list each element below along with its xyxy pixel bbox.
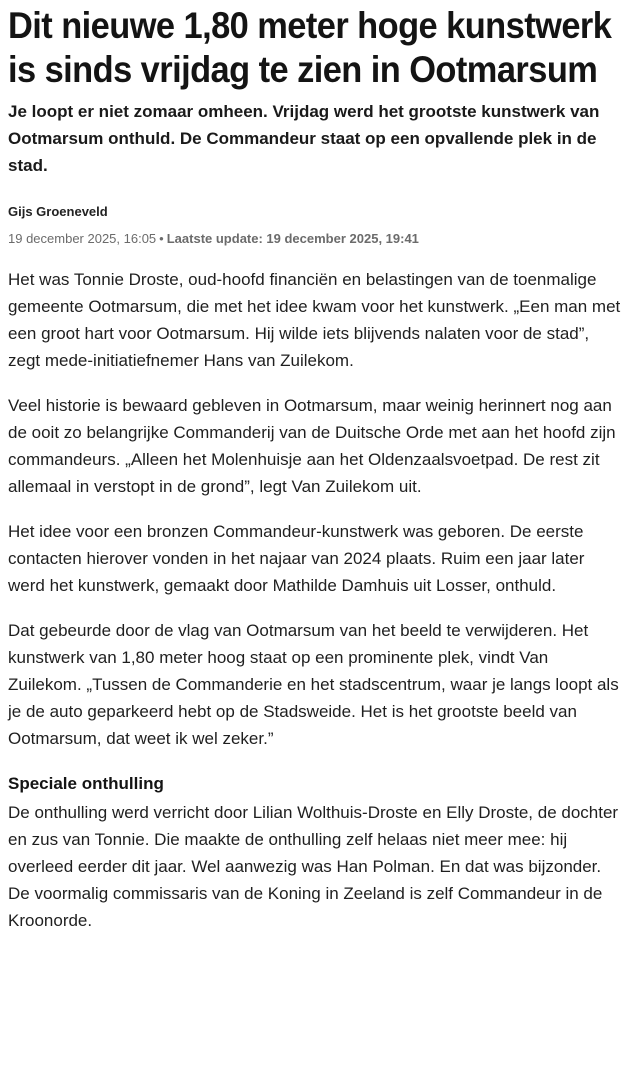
- article-body: [8, 266, 628, 934]
- author-name[interactable]: [8, 203, 628, 221]
- paragraph: Het idee voor een bronzen Commandeur-kunstwerk was geboren. De eerste contacten hierover vonden in het najaar van 2024 plaats. Ruim een jaar later werd het kunstwerk, gemaakt door Mathilde Damhuis uit Losser, onthuld.: [8, 522, 585, 595]
- article-headline: Dit nieuwe 1,80 meter hoge kunstwerk is sinds vrijdag te zien in Ootmarsum: [8, 5, 612, 90]
- paragraph: Het was Tonnie Droste, oud-hoofd financiën en belastingen van de toenmalige gemeente Ootmarsum, die met het idee kwam voor het kunstwerk. „Een man met een groot hart voor Ootmarsum. Hij wilde iets blijvends nalaten voor de stad”, zegt mede-initiatiefnemer Hans van Zuilekom.: [8, 270, 621, 370]
- article: [8, 0, 628, 952]
- article-dates: [8, 230, 628, 248]
- published-date: 19 december 2025, 16:05: [8, 231, 157, 246]
- paragraph: De onthulling werd verricht door Lilian Wolthuis-Droste en Elly Droste, de dochter en zus van Tonnie. Die maakte de onthulling zelf helaas niet meer mee: hij overleed eerder dit jaar. Wel aanwezig was Han Polman. En dat was bijzonder. De voormalig commissaris van de Koning in Zeeland is zelf Commandeur in de Kroonorde.: [8, 803, 619, 930]
- paragraph: Veel historie is bewaard gebleven in Ootmarsum, maar weinig herinnert nog aan de ooit zo belangrijke Commanderij van de Duitsche Orde met aan het hoofd zijn commandeurs. „Alleen het Molenhuisje aan het Oldenzaalsvoetpad. De rest zit allemaal in verstopt in de grond”, legt Van Zuilekom uit.: [8, 396, 616, 496]
- updated-date: Laatste update: 19 december 2025, 19:41: [166, 231, 419, 246]
- section-heading: Speciale onthulling: [8, 774, 164, 793]
- paragraph: Dat gebeurde door de vlag van Ootmarsum van het beeld te verwijderen. Het kunstwerk van 1,80 meter hoog staat op een prominente plek, vindt Van Zuilekom. „Tussen de Commanderie en het stadscentrum, waar je langs loopt als je de auto geparkeerd hebt op de Stadsweide. Het is het grootste beeld van Ootmarsum, dat weet ik wel zeker.”: [8, 621, 619, 748]
- article-intro: Je loopt er niet zomaar omheen. Vrijdag werd het grootste kunstwerk van Ootmarsum onthuld. De Commandeur staat op een opvallende plek in de stad.: [8, 102, 600, 175]
- date-separator: •: [159, 231, 164, 246]
- author-link[interactable]: Gijs Groeneveld: [8, 204, 108, 219]
